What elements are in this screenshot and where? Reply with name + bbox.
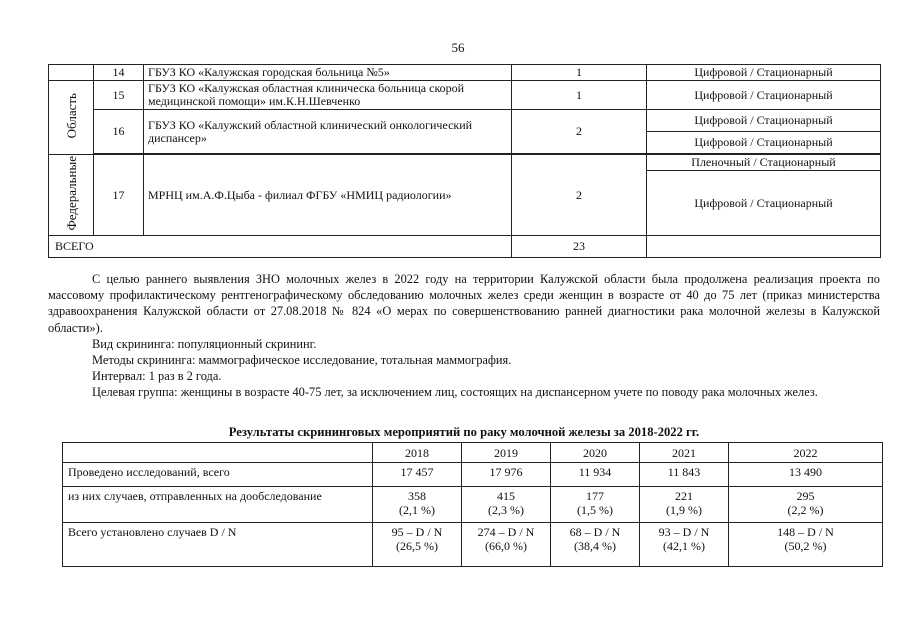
unit-count: 2 bbox=[512, 110, 647, 154]
intro-paragraph: С целью раннего выявления ЗНО молочных желез в 2022 году на территории Калужской области была продолжена реализация проекта по массовому профилактическому рентгенографическому обследованию молочных желез среди женщин в возрасте от 40 до 75 лет (приказ министерства здравоохранения Калужской области от 27.08.2018 № 824 «О мерах по совершенствованию ранней диагностики рака молочной железы в Калужской области»). bbox=[48, 272, 880, 335]
results-value-cell bbox=[373, 523, 462, 567]
results-value-cell bbox=[551, 487, 640, 523]
facility-name: МРНЦ им.А.Ф.Цыба - филиал ФГБУ «НМИЦ радиологии» bbox=[144, 155, 512, 236]
unit-count: 1 bbox=[512, 65, 647, 81]
results-percent: (26,5 %) bbox=[396, 539, 438, 553]
equipment-type: Цифровой / Стационарный bbox=[647, 171, 881, 236]
equipment-type: Цифровой / Стационарный bbox=[647, 132, 881, 154]
results-value-cell bbox=[462, 487, 551, 523]
results-table bbox=[62, 442, 883, 567]
results-table-title: Результаты скрининговых мероприятий по раку молочной железы за 2018-2022 гг. bbox=[228, 425, 700, 439]
methods-line: Методы скрининга: маммографическое исследование, тотальная маммография. bbox=[92, 353, 512, 368]
results-value: 17 457 bbox=[373, 463, 462, 487]
results-value: 274 – D / N bbox=[477, 525, 535, 539]
results-percent: (2,2 %) bbox=[787, 503, 824, 517]
results-value: 221 bbox=[675, 489, 693, 503]
results-value: 295 bbox=[796, 489, 815, 503]
total-type-empty bbox=[647, 236, 881, 258]
facility-number: 15 bbox=[94, 81, 144, 110]
year-header: 2021 bbox=[640, 443, 729, 463]
facility-row bbox=[49, 110, 881, 132]
facility-name: ГБУЗ КО «Калужский областной клинический онкологический диспансер» bbox=[144, 110, 512, 154]
results-header-empty bbox=[63, 443, 373, 463]
facility-name: ГБУЗ КО «Калужская областная клиническа больница скорой медицинской помощи» им.К.Н.Шевченко bbox=[144, 81, 512, 110]
facility-number: 17 bbox=[94, 155, 144, 236]
year-header: 2022 bbox=[729, 443, 883, 463]
results-percent: (38,4 %) bbox=[574, 539, 616, 553]
category-oblast bbox=[49, 81, 94, 155]
results-value: 13 490 bbox=[729, 463, 883, 487]
results-value: 148 – D / N bbox=[777, 525, 834, 539]
equipment-type: Цифровой / Стационарный bbox=[647, 110, 881, 132]
unit-count: 1 bbox=[512, 81, 647, 110]
equipment-type: Цифровой / Стационарный bbox=[647, 81, 881, 110]
facility-number: 16 bbox=[94, 110, 144, 154]
results-header-row bbox=[63, 443, 883, 463]
results-row-label: Проведено исследований, всего bbox=[63, 463, 373, 487]
results-value: 17 976 bbox=[462, 463, 551, 487]
results-percent: (1,5 %) bbox=[577, 503, 613, 517]
results-value-cell bbox=[462, 523, 551, 567]
target-group-paragraph: Целевая группа: женщины в возрасте 40-75 лет, за исключением лиц, состоящих на диспансерном учете по поводу рака молочных желез. bbox=[92, 385, 818, 400]
year-header: 2018 bbox=[373, 443, 462, 463]
body-text bbox=[48, 271, 880, 401]
facility-number: 14 bbox=[94, 65, 144, 81]
results-row bbox=[63, 523, 883, 567]
equipment-type: Пленочный / Стационарный bbox=[647, 155, 881, 171]
results-row-label: Всего установлено случаев D / N bbox=[63, 523, 373, 567]
category-label: Область bbox=[63, 93, 79, 139]
results-row bbox=[63, 463, 883, 487]
facility-row bbox=[49, 155, 881, 171]
interval-line: Интервал: 1 раз в 2 года. bbox=[92, 369, 222, 384]
results-value: 68 – D / N bbox=[569, 525, 621, 539]
year-header: 2020 bbox=[551, 443, 640, 463]
results-percent: (50,2 %) bbox=[784, 539, 827, 553]
results-value: 177 bbox=[586, 489, 604, 503]
results-value: 93 – D / N bbox=[658, 525, 710, 539]
total-label: ВСЕГО bbox=[49, 236, 512, 258]
screening-type-line: Вид скрининга: популяционный скрининг. bbox=[92, 336, 317, 351]
total-row bbox=[49, 236, 881, 258]
unit-count: 2 bbox=[512, 155, 647, 236]
results-value: 95 – D / N bbox=[391, 525, 443, 539]
results-value-cell bbox=[640, 523, 729, 567]
results-value: 415 bbox=[497, 489, 515, 503]
results-value: 358 bbox=[408, 489, 426, 503]
results-value: 11 843 bbox=[640, 463, 729, 487]
results-row-label: из них случаев, отправленных на дообследование bbox=[63, 487, 373, 523]
total-count: 23 bbox=[512, 236, 647, 258]
results-value-cell bbox=[729, 487, 883, 523]
results-value-cell bbox=[640, 487, 729, 523]
category-federal bbox=[49, 155, 94, 236]
results-percent: (42,1 %) bbox=[663, 539, 705, 553]
results-percent: (66,0 %) bbox=[485, 539, 527, 553]
results-value-cell bbox=[551, 523, 640, 567]
equipment-type: Цифровой / Стационарный bbox=[647, 65, 881, 81]
results-percent: (2,1 %) bbox=[399, 503, 435, 517]
results-percent: (2,3 %) bbox=[488, 503, 524, 517]
category-label: Федеральные bbox=[63, 156, 79, 231]
results-row bbox=[63, 487, 883, 523]
results-percent: (1,9 %) bbox=[666, 503, 702, 517]
facility-name: ГБУЗ КО «Калужская городская больница №5» bbox=[144, 65, 512, 81]
results-value: 11 934 bbox=[551, 463, 640, 487]
page-number: 56 bbox=[451, 40, 465, 55]
facility-row bbox=[49, 81, 881, 110]
category-cell-empty bbox=[49, 65, 94, 81]
results-value-cell bbox=[729, 523, 883, 567]
year-header: 2019 bbox=[462, 443, 551, 463]
facility-row bbox=[49, 65, 881, 81]
facility-table bbox=[48, 64, 881, 258]
results-value-cell bbox=[373, 487, 462, 523]
